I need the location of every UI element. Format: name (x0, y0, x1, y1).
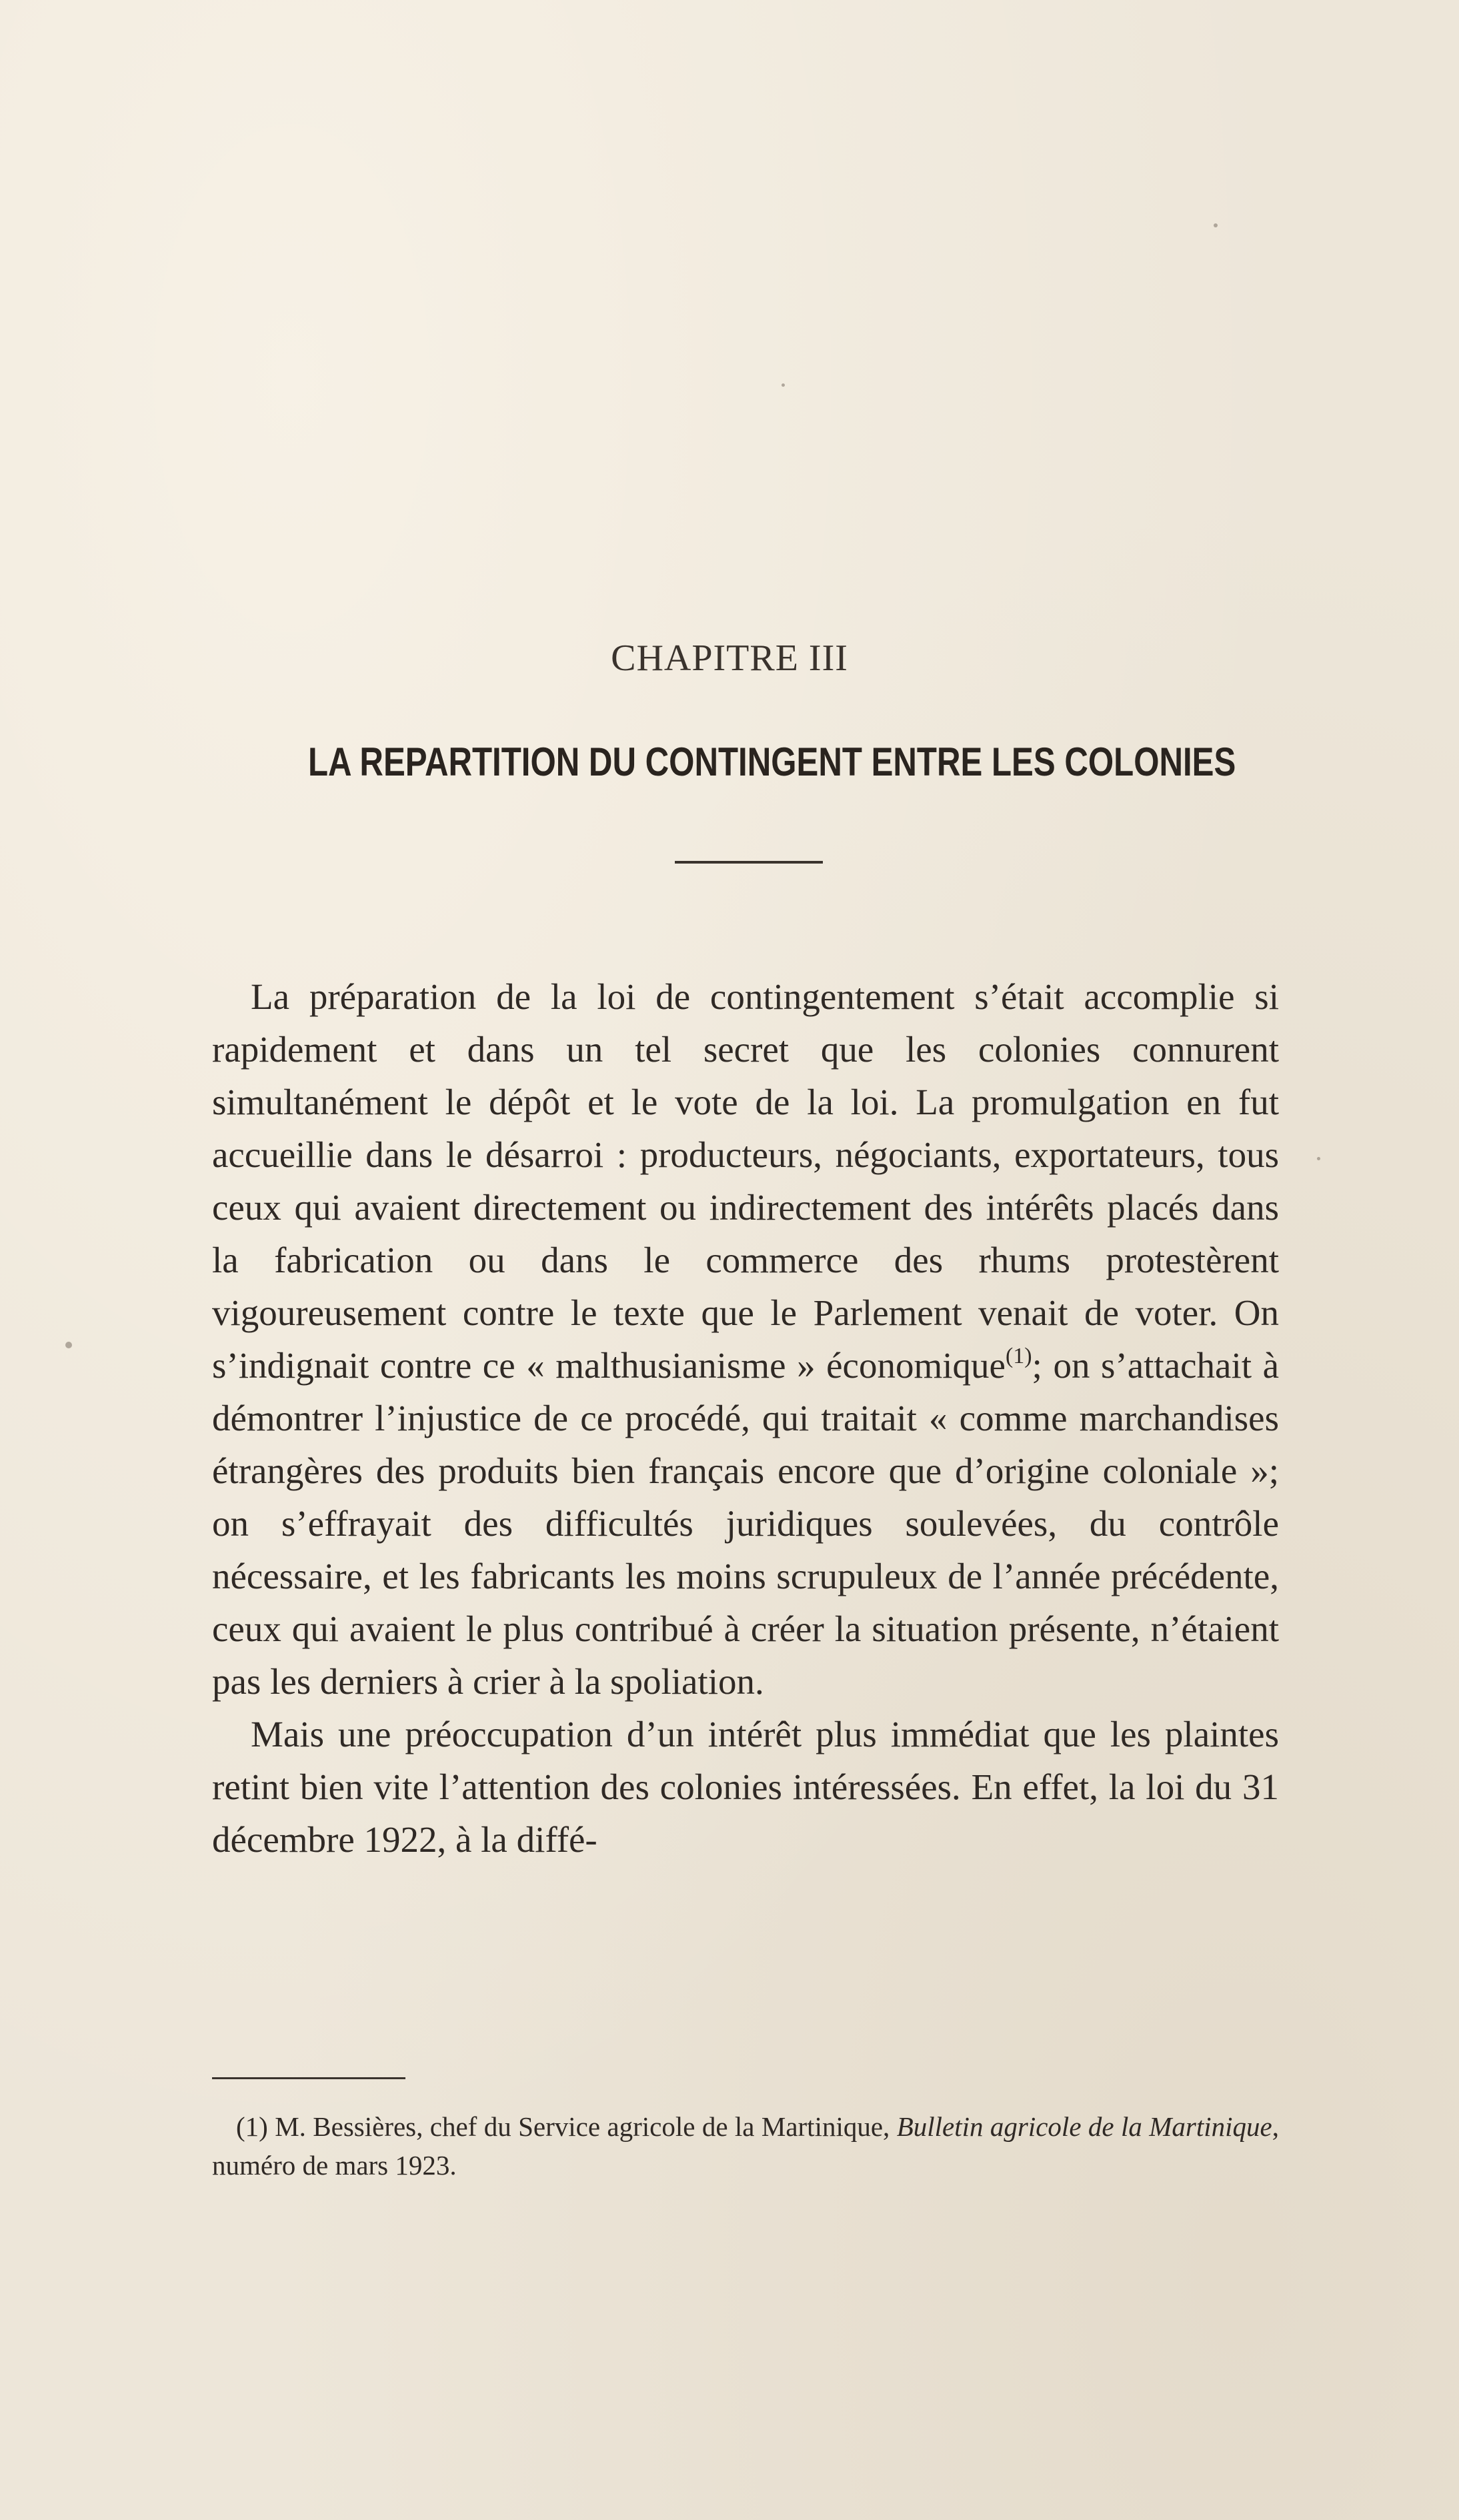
paragraph-1-text-b: ; on s’attachait à démontrer l’injustice de ce procédé, qui traitait « comme marchandises étrangères des produits bien français encore que d’origine coloniale »; on s’effrayait des difficultés juridiques soulevées, du contrôle nécessaire, et les fabricants les moins scrupuleux de l’année précédente, ceux qui avaient le plus contribué à créer la situation présente, n’étaient pas les derniers à crier à la spoliation. (212, 1345, 1279, 1702)
footnote-reference: (1) (1005, 1344, 1032, 1368)
paper-speck (782, 383, 785, 387)
paper-speck (1317, 1157, 1320, 1160)
paper-speck (65, 1342, 72, 1348)
footnote-divider (212, 2077, 405, 2079)
footnote-suffix: , numéro de mars 1923. (212, 2111, 1279, 2181)
body-text (212, 970, 1279, 1866)
chapter-title: LA REPARTITION DU CONTINGENT ENTRE LES COLONIES (308, 740, 1236, 784)
paragraph-1 (212, 970, 1279, 1708)
footnote (212, 2107, 1279, 2185)
paper-speck (1214, 223, 1218, 227)
paragraph-1-text-a: La préparation de la loi de contingentement s’était accomplie si rapidement et dans un tel secret que les colonies connurent simultanément le dépôt et le vote de la loi. La promulgation en fut accueillie dans le désarroi : producteurs, négociants, exportateurs, tous ceux qui avaient directement ou indirectement des intérêts placés dans la fabrication ou dans le commerce des rhums protestèrent vigoureusement contre le texte que le Parlement venait de voter. On s’indignait contre ce « malthusianisme » économique (212, 976, 1279, 1386)
paragraph-2: Mais une préoccupation d’un intérêt plus immédiat que les plaintes retint bien vite l’attention des colonies intéressées. En effet, la loi du 31 décembre 1922, à la diffé- (212, 1714, 1279, 1860)
chapter-label: CHAPITRE III (611, 638, 848, 679)
footnote-publication: Bulletin agricole de la Martinique (896, 2111, 1272, 2142)
footnote-prefix: (1) M. Bessières, chef du Service agricole de la Martinique, (236, 2111, 897, 2142)
title-divider (675, 861, 823, 864)
